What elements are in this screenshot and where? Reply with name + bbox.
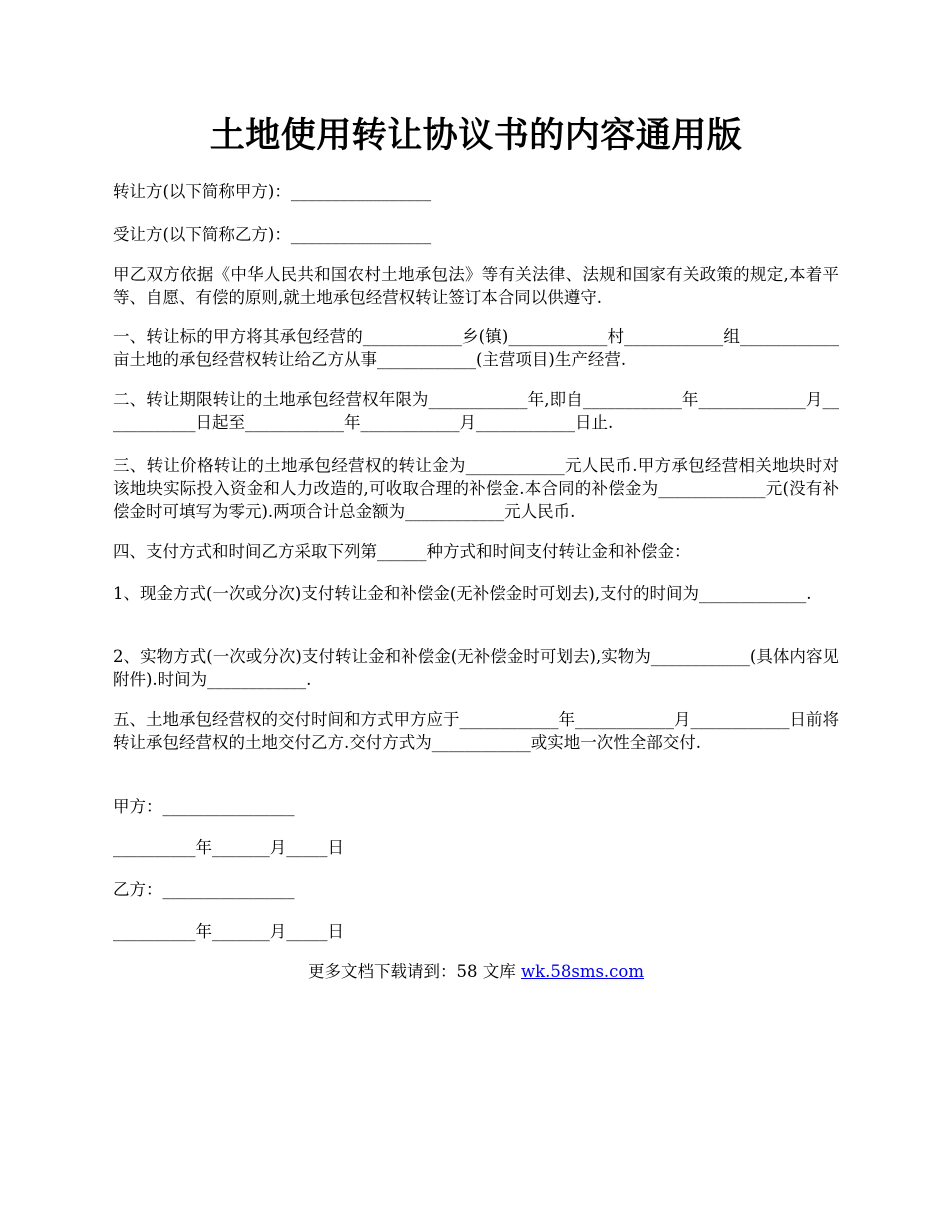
footer-text: 更多文档下载请到：58 文库 bbox=[307, 962, 521, 981]
transferor-line: 转让方(以下简称甲方)：_________________ bbox=[113, 182, 432, 201]
footer-link[interactable]: wk.58sms.com bbox=[520, 962, 644, 981]
party-a-signature: 甲方：________________ bbox=[113, 797, 295, 816]
transferee-line: 受让方(以下简称乙方)：_________________ bbox=[113, 225, 432, 244]
preamble-paragraph: 甲乙双方依据《中华人民共和国农村土地承包法》等有关法律、法规和国家有关政策的规定,本着平等、自愿、有偿的原则,就土地承包经营权转让签订本合同以供遵守. bbox=[113, 265, 839, 307]
footer bbox=[113, 960, 839, 983]
document-title: 土地使用转让协议书的内容通用版 bbox=[209, 115, 743, 156]
clause-5-delivery: 五、土地承包经营权的交付时间和方式甲方应于____________年____________月____________日前将转让承包经营权的土地交付乙方.交付方式为____________或实地一次性全部交付. bbox=[113, 710, 839, 752]
clause-3-price: 三、转让价格转让的土地承包经营权的转让金为____________元人民币.甲方承包经营相关地块时对该地块实际投入资金和人力改造的,可收取合理的补偿金.本合同的补偿金为_____________元(没有补偿金时可填写为零元).两项合计总金额为____________元人民币. bbox=[113, 456, 839, 521]
payment-option-cash: 1、现金方式(一次或分次)支付转让金和补偿金(无补偿金时可划去),支付的时间为_____________. bbox=[113, 584, 812, 603]
clause-1-subject: 一、转让标的甲方将其承包经营的____________乡(镇)____________村____________组____________亩土地的承包经营权转让给乙方从事____________(主营项目)生产经营. bbox=[113, 327, 839, 369]
clause-2-term: 二、转让期限转让的土地承包经营权年限为____________年,即自____________年_____________月____________日起至____________年____________月____________日止. bbox=[113, 390, 839, 432]
party-a-date: __________年_______月_____日 bbox=[113, 838, 344, 857]
party-b-date: __________年_______月_____日 bbox=[113, 922, 344, 941]
payment-option-goods: 2、实物方式(一次或分次)支付转让金和补偿金(无补偿金时可划去),实物为____________(具体内容见附件).时间为____________. bbox=[113, 647, 839, 689]
party-b-signature: 乙方：________________ bbox=[113, 880, 295, 899]
clause-4-payment: 四、支付方式和时间乙方采取下列第______种方式和时间支付转让金和补偿金： bbox=[113, 542, 691, 561]
